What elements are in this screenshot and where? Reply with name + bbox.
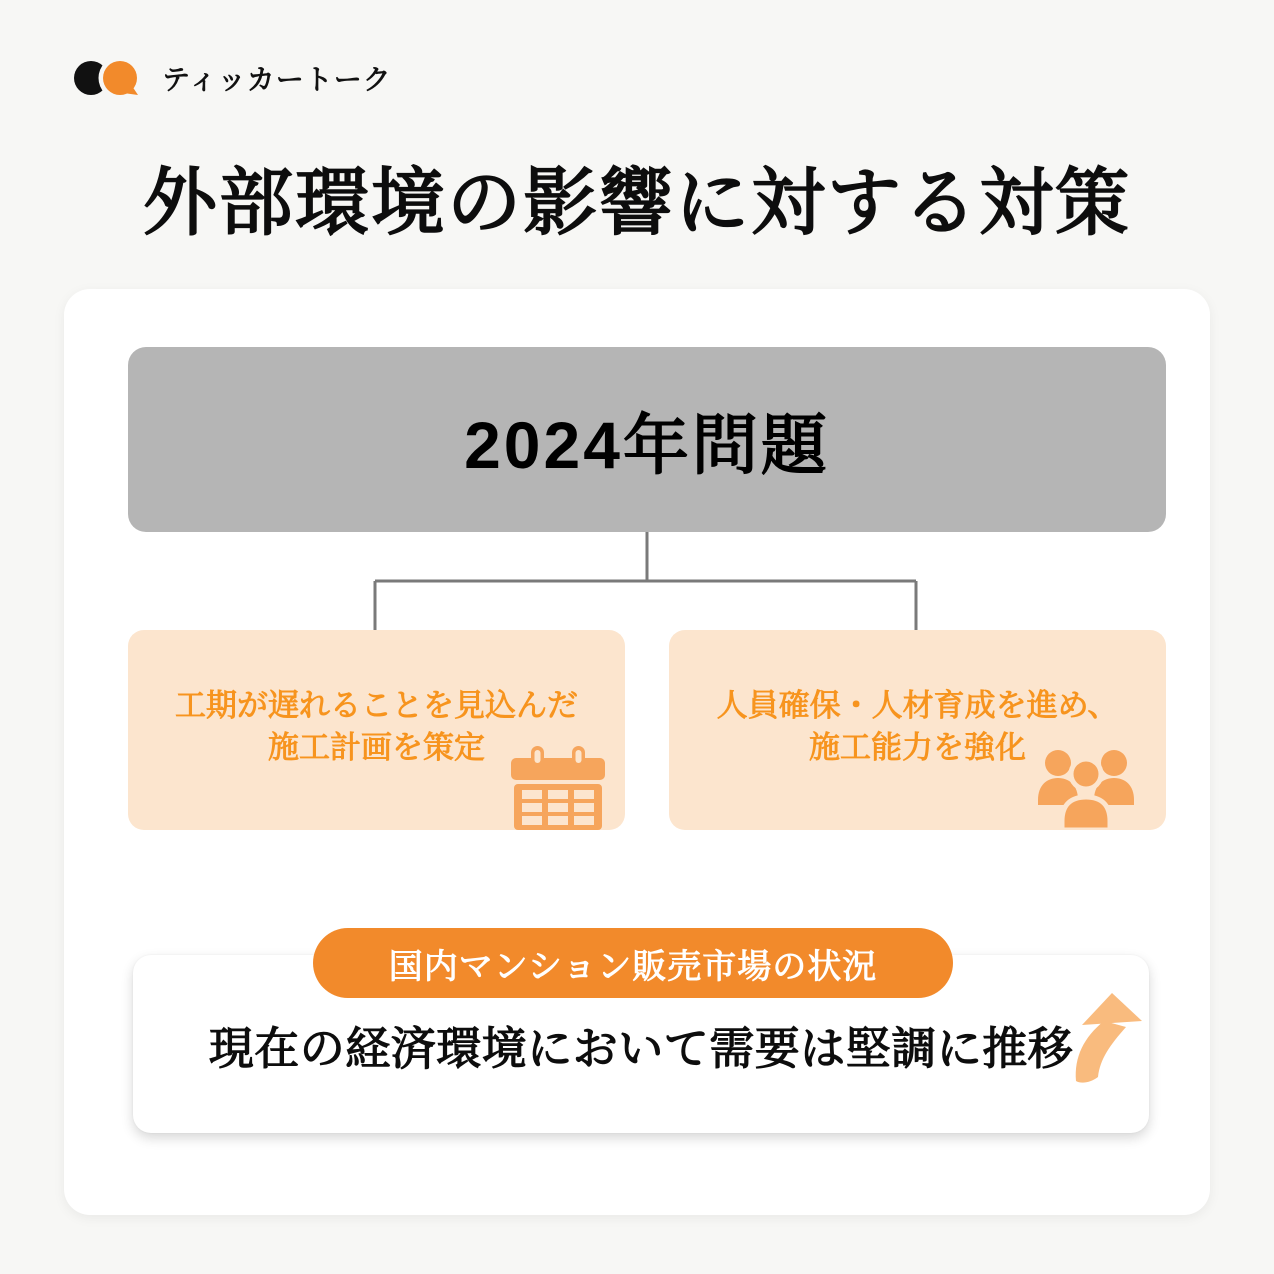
root-problem-label: 2024年問題 [464,408,830,482]
branch-label-line1: 工期が遅れることを見込んだ [175,688,578,723]
market-statement: 現在の経済環境において需要は堅調に推移 [208,1022,1074,1074]
branch-box-staffing [669,630,1166,830]
main-card [64,289,1210,1215]
brand-name: ティッカートーク [162,64,392,95]
market-status-label: 国内マンション販売市場の状況 [388,947,878,986]
branch-label-line1: 人員確保・人材育成を進め、 [716,688,1119,723]
branch-box-construction-plan [128,630,625,830]
speech-bubbles-logo-icon [74,58,146,98]
calendar-icon [511,746,605,830]
curved-up-arrow-icon [1072,993,1146,1085]
market-status-badge [313,928,953,998]
brand-logo [74,58,392,98]
root-problem-box [128,347,1166,532]
people-group-icon [1034,747,1138,830]
page-title: 外部環境の影響に対する対策 [143,161,1131,244]
branch-label-line2: 施工計画を策定 [268,730,485,765]
branch-label-line2: 施工能力を強化 [809,730,1026,765]
